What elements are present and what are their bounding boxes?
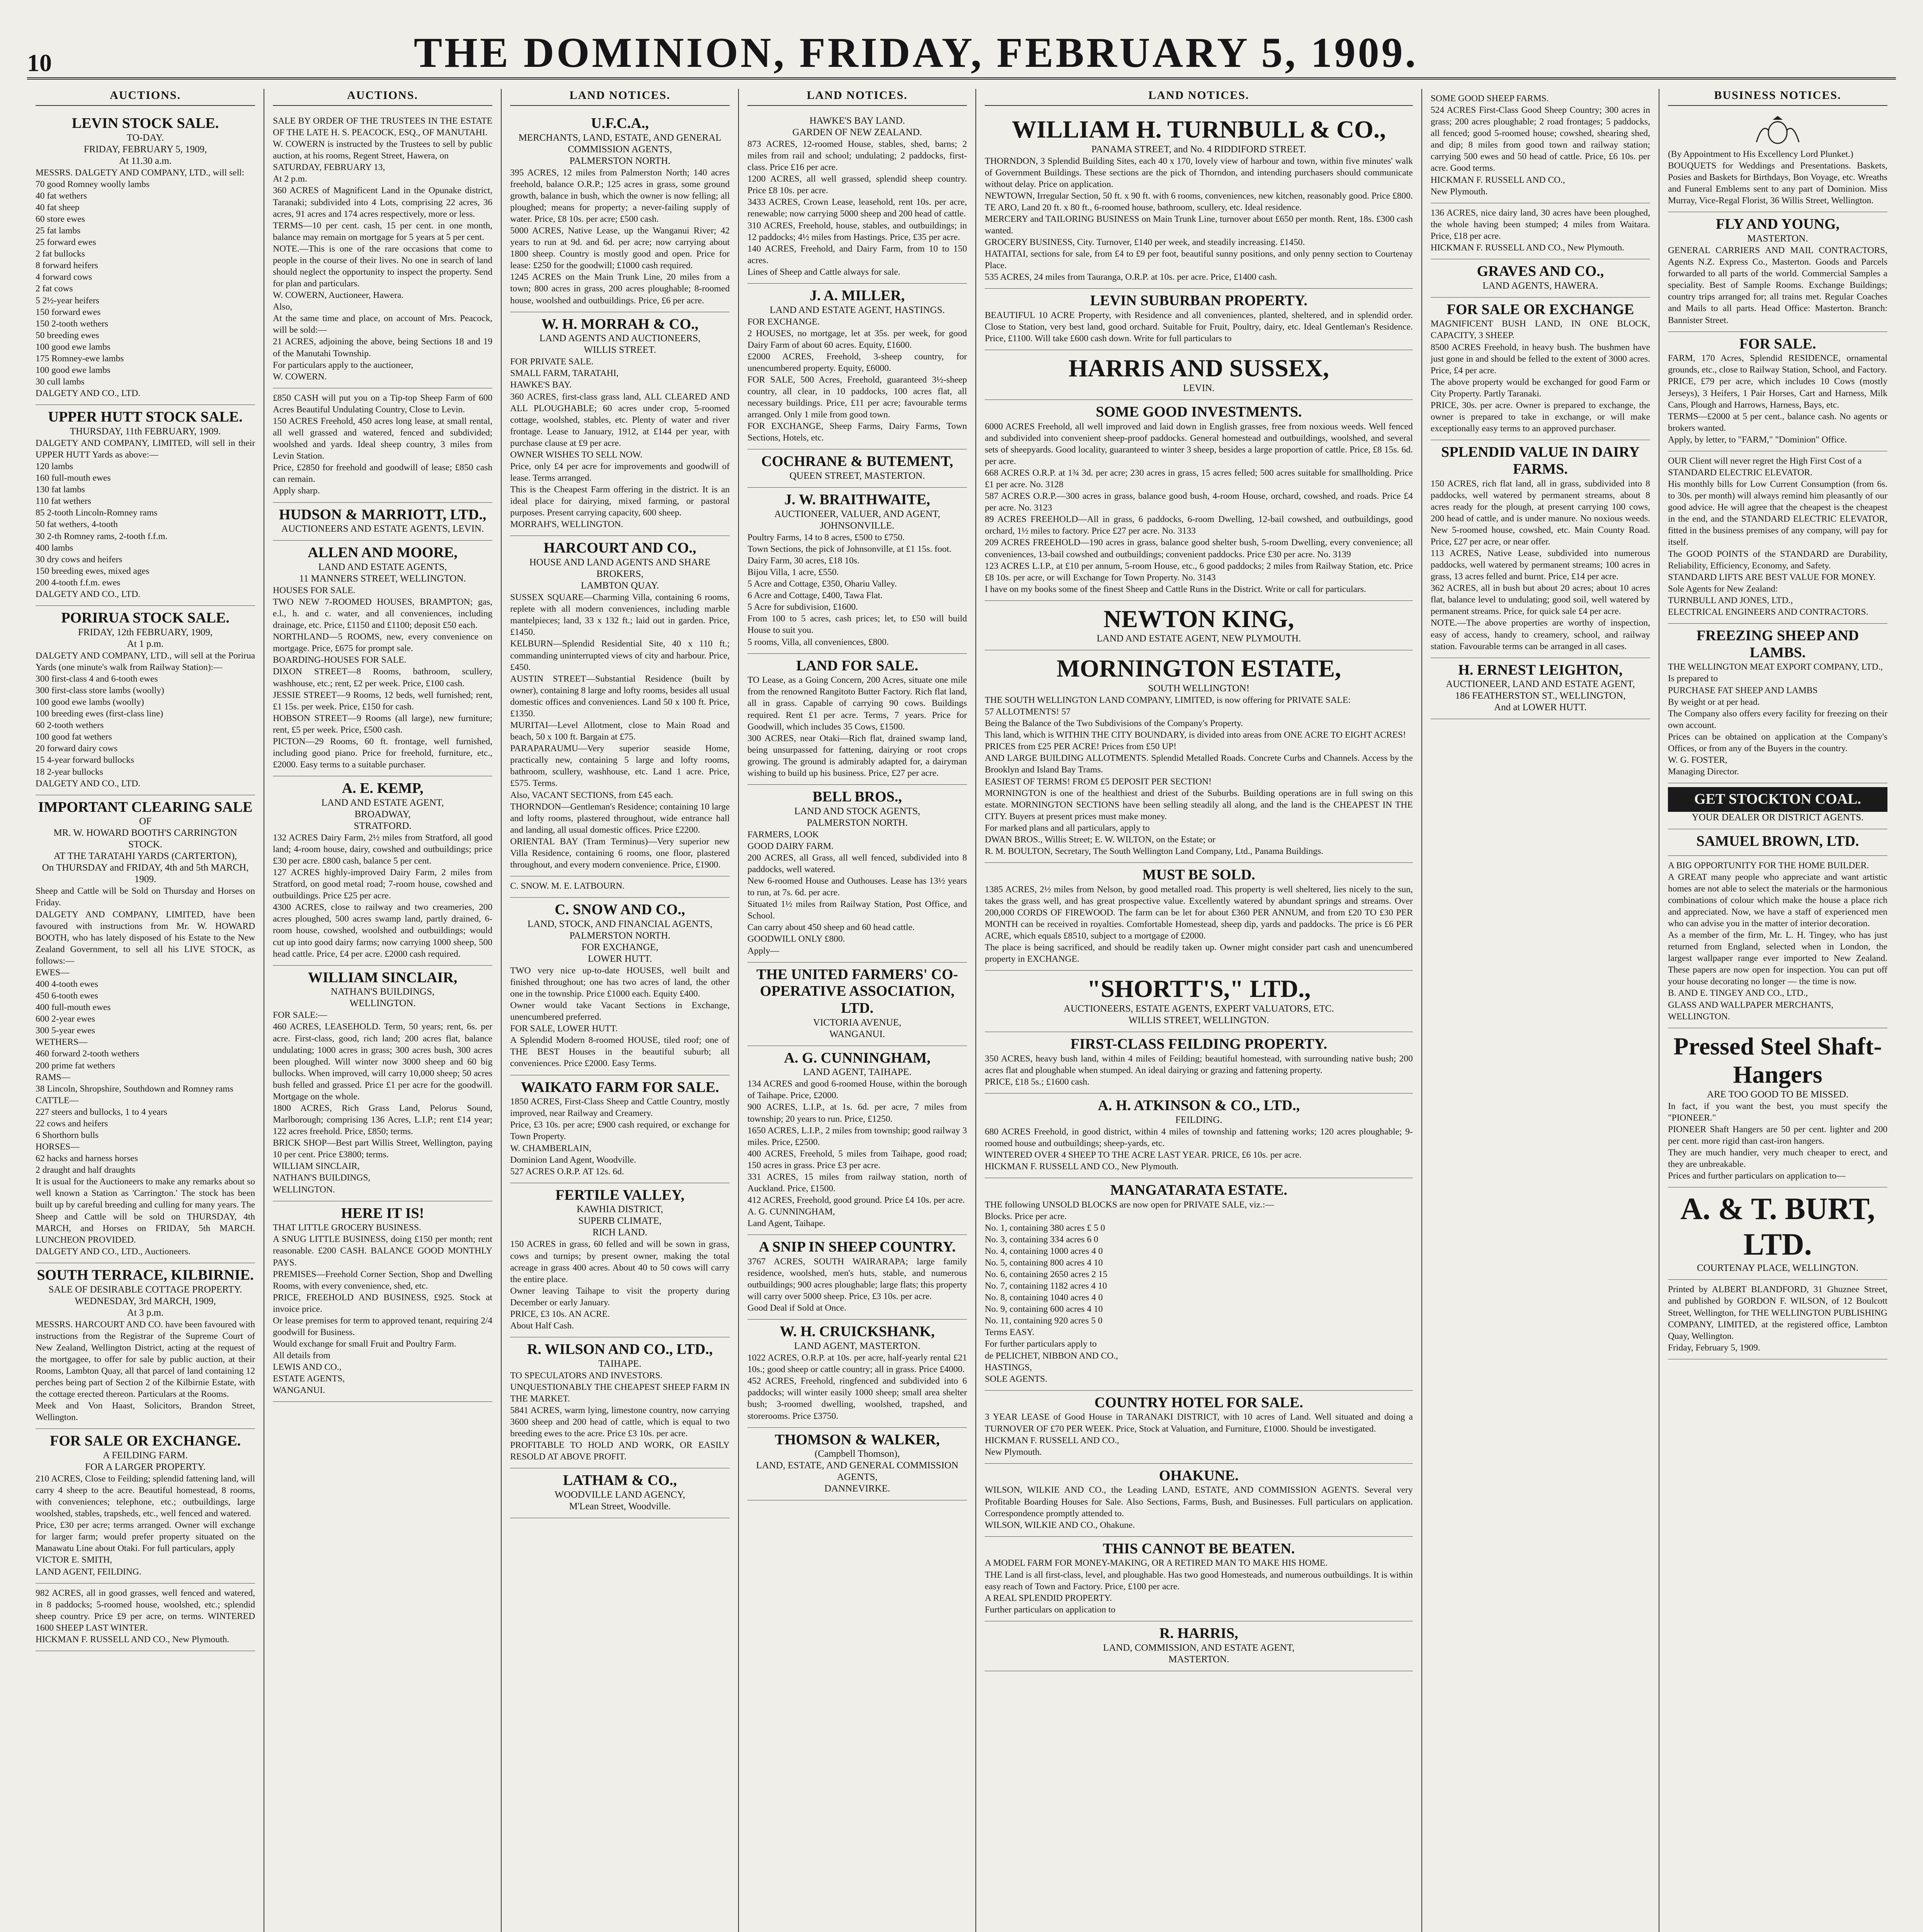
- ad-subheading: AUCTIONEER, LAND AND ESTATE AGENT, 186 FEATHERSTON ST., WELLINGTON, And at LOWER HUTT.: [1446, 679, 1635, 713]
- ad-body: THE following UNSOLD BLOCKS are now open for PRIVATE SALE, viz.:— Blocks. Price per acre. No. 1, containing 380 acres £ 5 0 No. 3, containing 334 acres 6 0 No. 4, containing 1000 acres 4 0 No. 5, containing 800 acres 4 10 No. 6, containing 2650 acres 2 15 No. 7, containing 1182 acres 4 10 No. 8, containing 1040 acres 4 0 No. 9, containing 600 acres 4 10 No. 11, containing 920 acres 5 0 Terms EASY. For further particulars apply to de PELICHET, NIBBON AND CO., HASTINGS, SOLE AGENTS.: [985, 1199, 1275, 1384]
- advertisement: [36, 1263, 255, 1429]
- ad-subheading: YOUR DEALER OR DISTRICT AGENTS.: [1692, 812, 1864, 823]
- advertisement: [985, 1391, 1413, 1464]
- ad-heading: FLY AND YOUNG,: [1716, 216, 1840, 233]
- ad-subheading: LAND AGENTS AND AUCTIONEERS, WILLIS STREET.: [539, 333, 701, 355]
- ad-subheading: A FEILDING FARM. FOR A LARGER PROPERTY.: [85, 1450, 206, 1472]
- ad-subheading: TAIHAPE.: [598, 1358, 642, 1369]
- ad-subheading: LAND AGENT, TAIHAPE.: [803, 1067, 912, 1078]
- ad-heading: J. W. BRAITHWAITE,: [784, 492, 930, 508]
- ad-body: Sheep and Cattle will be Sold on Thursday and Horses on Friday. DALGETY AND COMPANY, LIMITED, have been favoured with instructions from Mr. W. HOWARD BOOTH, who has lately disposed of his Estate to the New Zealand Government, to sell all his LIVE STOCK, as follows:— EWES— 400 4-tooth ewes 450 6-tooth ewes 400 full-mouth ewes 600 2-year ewes 300 5-year ewes WETHERS— 460 forward 2-tooth wethers 200 prime fat wethers RAMS— 38 Lincoln, Shropshire, Southdown and Romney rams CATTLE— 227 steers and bullocks, 1 to 4 years 22 cows and heifers 6 Shorthorn bulls HORSES— 62 hacks and harness horses 2 draught and half draughts It is usual for the Auctioneers to make any remarks about so well known a Station as 'Carrington.' The stock has been built up by careful breeding and culling for many years. The Sheep and Cattle will be sold on THURSDAY, 4th MARCH, and Horses on FRIDAY, 5th MARCH. LUNCHEON PROVIDED. DALGETY AND CO., LTD., Auctioneers.: [36, 886, 255, 1257]
- advertisement: [36, 795, 255, 1263]
- ad-subheading: AUCTIONEERS AND ESTATE AGENTS, LEVIN.: [281, 524, 484, 534]
- ad-subheading: LAND AND ESTATE AGENT, BROADWAY, STRATFORD.: [321, 797, 444, 831]
- ad-body: MESSRS. DALGETY AND COMPANY, LTD., will sell: 70 good Romney woolly lambs 40 fat wethers 40 fat sheep 60 store ewes 25 fat lambs 25 forward ewes 2 fat bullocks 8 forward heifers 4 forward cows 2 fat cows 5 2½-year heifers 150 forward ewes 150 2-tooth wethers 50 breeding ewes 100 good ewe lambs 175 Romney-ewe lambs 100 good ewe lambs 30 cull lambs DALGETY AND CO., LTD.: [36, 167, 245, 399]
- advertisement: [36, 606, 255, 795]
- ad-body: FOR SALE:— 460 ACRES, LEASEHOLD. Term, 50 years; rent, 6s. per acre. First-class, good, rich land; 200 acres flat, balance undulating; 1000 acres in grass; 300 acres bush, 300 acres been ploughed. Will winter now 3000 sheep and 60 big bullocks. When improved, will carry 10,000 sheep; 50 acres bush felled and grassed. Price £1 per acre for the goodwill. Mortgage on the whole. 1800 ACRES, Rich Grass Land, Pelorus Sound, Marlborough; comprising 136 Acres, L.I.P.; rent £14 year; 122 acres freehold. Price, £850; terms. BRICK SHOP—Best part Willis Street, Wellington, paying 10 per cent. Price £3800; terms. WILLIAM SINCLAIR, NATHAN'S BUILDINGS, WELLINGTON.: [273, 1010, 493, 1195]
- advertisement: [985, 1621, 1413, 1671]
- ad-heading: R. WILSON AND CO., LTD.,: [527, 1341, 713, 1358]
- ad-body: 132 ACRES Dairy Farm, 2½ miles from Stratford, all good land; 4-room house, dairy, cowshed and outbuildings; price £30 per acre. £800 cash, balance 5 per cent. 127 ACRES highly-improved Dairy Farm, 2 miles from Stratford, on good metal road; 7-room house, cowshed and outbuildings. Price £25 per acre. 4300 ACRES, close to railway and two creameries, 200 acres ploughed, 500 acres swamp land, partly drained, 6-room house, cowshed, woolshed and outbuildings; would cut up into good dairy farms; now carrying 1000 sheep, 500 head cattle. Price, £4 per acre. £2000 cash required.: [273, 832, 493, 959]
- column-1: [27, 89, 264, 1932]
- advertisement: [510, 111, 730, 312]
- ad-body: 873 ACRES, 12-roomed House, stables, shed, barns; 2 miles from rail and school; undulating; 2 paddocks, first-class. Price £16 per acre. 1200 ACRES, all well grassed, splendid sheep country. Price £8 10s. per acre. 3433 ACRES, Crown Lease, leasehold, rent 10s. per acre, renewable; now carrying 5000 sheep and 200 head of cattle. 310 ACRES, Freehold, house, stables, and outbuildings; in 12 paddocks; 4½ miles from Hastings. Price, £35 per acre. 140 ACRES, Freehold, and Dairy Farm, from 10 to 150 acres. Lines of Sheep and Cattle always for sale.: [747, 139, 967, 277]
- advertisement: [1668, 1187, 1887, 1280]
- advertisement: [985, 1032, 1413, 1094]
- ad-body: OUR Client will never regret the High First Cost of a STANDARD ELECTRIC ELEVATOR. His monthly bills for Low Current Consumption (from 6s. to 30s. per month) will always remind him pleasantly of our good advice. He will agree that the cheapest is the cheapest in the end, and the STANDARD ELECTRIC ELEVATOR, fitted in the business premises of any company, will pay for itself. The GOOD POINTS of the STANDARD are Durability, Reliability, Efficiency, Economy, and Safety. STANDARD LIFTS ARE BEST VALUE FOR MONEY. Sole Agents for New Zealand: TURNBULL AND JONES, LTD., ELECTRICAL ENGINEERS AND CONTRACTORS.: [1668, 456, 1887, 617]
- ad-heading: WILLIAM H. TURNBULL & CO.,: [1012, 116, 1386, 143]
- ad-body: 350 ACRES, heavy bush land, within 4 miles of Feilding; beautiful homestead, with surrounding native bush; 200 acres flat and ploughable when stumped. An ideal dairying or grazing and fattening property. PRICE, £18 5s.; £1600 cash.: [985, 1053, 1413, 1087]
- column-2: [264, 89, 502, 1932]
- ad-body: BEAUTIFUL 10 ACRE Property, with Residence and all conveniences, planted, sheltered, and in splendid order. Close to Station, very best land, good orchard. Suitable for Fruit, Poultry, dairy, etc. Ideal Gentleman's Residence. Price, £1100. Will take £600 cash down. Write for full particulars to: [985, 310, 1413, 344]
- ad-body: (By Appointment to His Excellency Lord Plunket.) BOUQUETS for Weddings and Presentations. Baskets, Posies and Baskets for Birthdays, Bon Voyage, etc. Wreaths and Funeral Emblems sent to any part of Dominion. Miss Murray, Vice-Regal Florist, 36 Willis Street, Wellington.: [1668, 149, 1887, 206]
- advertisement: [36, 1429, 255, 1583]
- ad-subheading: QUEEN STREET, MASTERTON.: [789, 471, 925, 481]
- column-6: [1422, 89, 1659, 1932]
- ad-heading: FREEZING SHEEP AND LAMBS.: [1696, 628, 1859, 661]
- ad-subheading: SALE OF DESIRABLE COTTAGE PROPERTY. WEDNESDAY, 3rd MARCH, 1909, At 3 p.m.: [48, 1284, 242, 1318]
- ad-body: A BIG OPPORTUNITY FOR THE HOME BUILDER. A GREAT many people who appreciate and want artistic homes are not able to select the materials or the harmonious combinations of colour which make the house a place rich and appreciated. Now, we have a staff of experienced men who can advise you in the matter of interior decoration. As a member of the firm, Mr. L. H. Tingey, who has just returned from England, selected when in London, the largest wallpaper range ever imported to New Zealand. These papers are now open for inspection. You can put off your house decorating no longer — the time is now. B. AND E. TINGEY AND CO., LTD., GLASS AND WALLPAPER MERCHANTS, WELLINGTON.: [1668, 860, 1887, 1022]
- ad-subheading: OF MR. W. HOWARD BOOTH'S CARRINGTON STOCK. AT THE TARATAHI YARDS (CARTERTON), On THURSDAY and FRIDAY, 4th and 5th MARCH, 1909.: [42, 816, 249, 885]
- column-7: [1659, 89, 1896, 1932]
- advertisement: [273, 966, 492, 1201]
- ad-body: THE WELLINGTON MEAT EXPORT COMPANY, LTD., Is prepared to PURCHASE FAT SHEEP AND LAMBS By weight or at per head. The Company also offers every facility for freezing on their own account. Prices can be obtained on application at the Company's Offices, or from any of the Buyers in the country. W. G. FOSTER, Managing Director.: [1668, 662, 1887, 777]
- ad-body: Poultry Farms, 14 to 8 acres, £500 to £750. Town Sections, the pick of Johnsonville, at £1 15s. foot. Dairy Farm, 30 acres, £18 10s. Bijou Villa, 1 acre, £550. 5 Acre and Cottage, £350, Ohariu Valley. 6 Acre and Cottage, £400, Tawa Flat. 5 Acre for subdivision, £1600. From 100 to 5 acres, cash prices; let, to £50 will build House to suit you. 5 rooms, Villa, all conveniences, £800.: [747, 532, 967, 647]
- ad-heading: PORIRUA STOCK SALE.: [61, 610, 230, 626]
- advertisement: [510, 1183, 730, 1337]
- ad-body: DALGETY AND COMPANY, LIMITED, will sell in their UPPER HUTT Yards as above:— 120 lambs 160 full-mouth ewes 130 fat lambs 110 fat wethers 85 2-tooth Lincoln-Romney rams 50 fat wethers, 4-tooth 30 2-th Romney rams, 2-tooth f.f.m. 400 lambs 30 dry cows and heifers 150 breeding ewes, mixed ages 200 4-tooth f.f.m. ewes DALGETY AND CO., LTD.: [36, 438, 255, 599]
- advertisement: [1431, 440, 1650, 658]
- ad-heading: HARRIS AND SUSSEX,: [1069, 354, 1329, 382]
- ad-heading: GET STOCKTON COAL.: [1668, 787, 1887, 812]
- advertisement: [1431, 259, 1650, 298]
- ad-subheading: NATHAN'S BUILDINGS, WELLINGTON.: [330, 986, 435, 1009]
- ad-heading: FOR SALE.: [1739, 335, 1816, 352]
- ad-heading: H. ERNEST LEIGHTON,: [1458, 662, 1623, 678]
- ad-heading: THOMSON & WALKER,: [774, 1431, 940, 1448]
- ad-body: 3 YEAR LEASE of Good House in TARANAKI DISTRICT, with 10 acres of Land. Well situated and doing a TURNOVER OF £70 PER WEEK. Price, Stock at Valuation, and Furniture, £1000. Should be investigated. HICKMAN F. RUSSELL AND CO., New Plymouth.: [985, 1412, 1413, 1457]
- advertisement: [273, 388, 492, 503]
- ad-heading: A SNIP IN SHEEP COUNTRY.: [759, 1239, 956, 1255]
- ad-body: 982 ACRES, all in good grasses, well fenced and watered, in 8 paddocks; 5-roomed house, woolshed, etc.; splendid sheep country. Price £9 per acre, on terms. WINTERED 1600 SHEEP LAST WINTER. HICKMAN F. RUSSELL AND CO., New Plymouth.: [36, 1588, 255, 1645]
- advertisement: [510, 1468, 730, 1518]
- ad-body: MAGNIFICENT BUSH LAND, IN ONE BLOCK, CAPACITY, 3 SHEEP. 8500 ACRES Freehold, in heavy bush. The bushmen have just gone in and should be felled to the extent of 3000 acres. Price, £4 per acre. The above property would be exchanged for good Farm or City Property. Partly Taranaki. PRICE, 30s. per acre. Owner is prepared to exchange, the owner is prepared to take in exchange, or will make exceptionally easy terms to an approved purchaser.: [1430, 319, 1650, 434]
- advertisement: [273, 776, 492, 966]
- ad-heading: SAMUEL BROWN, LTD.: [1696, 833, 1859, 849]
- advertisement: [1668, 1028, 1887, 1188]
- ad-heading: LATHAM & CO.,: [563, 1472, 677, 1489]
- advertisement: [510, 536, 730, 876]
- advertisement: [985, 400, 1413, 601]
- advertisement: [1431, 89, 1650, 203]
- ad-heading: IMPORTANT CLEARING SALE: [38, 799, 253, 815]
- advertisement: [985, 1464, 1413, 1537]
- ad-body: WILSON, WILKIE AND CO., the Leading LAND, ESTATE, AND COMMISSION AGENTS. Several very Profitable Boarding Houses for Sale. Also Sections, Farms, Bush, and Businesses. Full particulars on application. Correspondence promptly attended to. WILSON, WILKIE AND CO., Ohakune.: [985, 1485, 1413, 1530]
- ad-heading: NEWTON KING,: [1103, 605, 1294, 633]
- ad-subheading: TO-DAY. FRIDAY, FEBRUARY 5, 1909, At 11.30 a.m.: [83, 132, 207, 166]
- advertisement: [747, 654, 967, 785]
- ad-subheading: VICTORIA AVENUE, WANGANUI.: [813, 1017, 902, 1039]
- ad-body: DALGETY AND COMPANY, LTD., will sell at the Porirua Yards (one minute's walk from Railway Station):— 300 first-class 4 and 6-tooth ewes 300 first-class store lambs (woolly) 100 good ewe lambs (woolly) 100 breeding ewes (first-class line) 60 2-tooth wethers 100 good fat wethers 20 forward dairy cows 15 4-year forward bullocks 18 2-year bullocks DALGETY AND CO., LTD.: [36, 650, 255, 789]
- ad-subheading: ARE TOO GOOD TO BE MISSED.: [1707, 1089, 1849, 1100]
- ad-subheading: SOUTH WELLINGTON!: [1148, 683, 1250, 694]
- advertisement: [1431, 658, 1650, 719]
- ad-body: FOR EXCHANGE. 2 HOUSES, no mortgage, let at 35s. per week, for good Dairy Farm of about 60 acres. Equity, £1600. £2000 ACRES, Freehold, 3-sheep country, for unencumbered property. Equity, £6000. FOR SALE, 500 Acres, Freehold, guaranteed 3½-sheep country, all clear, in 10 paddocks, 100 acres flat, all necessary buildings. Price, £11 per acre; favourable terms arranged. Only 1 mile from good town. FOR EXCHANGE, Sheep Farms, Dairy Farms, Town Sections, Hotels, etc.: [747, 316, 967, 443]
- ad-body: TO Lease, as a Going Concern, 200 Acres, situate one mile from the renowned Rangitoto Butter Factory. Rich flat land, all in grass. Capable of carrying 90 cows. Buildings required. Rent £1 per acre. Terms, 7 years. Price for Goodwill, which includes 35 Cows, £1500. 300 ACRES, near Otaki—Rich flat, drained swamp land, being unsurpassed for fattening, dairying or root crops growing. The ground is admirably adapted for, a dairyman wishing to build up his business. Price, £27 per acre.: [747, 675, 967, 778]
- ad-heading: FIRST-CLASS FEILDING PROPERTY.: [1070, 1036, 1327, 1052]
- ad-subheading: AUCTIONEER, VALUER, AND AGENT, JOHNSONVILLE.: [774, 509, 940, 531]
- advertisement: [1668, 451, 1887, 624]
- ad-subheading: MERCHANTS, LAND, ESTATE, AND GENERAL COMMISSION AGENTS, PALMERSTON NORTH.: [518, 132, 722, 166]
- advertisement: [747, 1428, 967, 1501]
- ad-body: £850 CASH will put you on a Tip-top Sheep Farm of 600 Acres Beautiful Undulating Country, Close to Levin. 150 ACRES Freehold, 450 acres long lease, at small rental, all well grassed and watered, fenced and subdivided; woolshed and yards. Ideal sheep country, 3 miles from Levin Station. Price, £2850 for freehold and goodwill of lease; £850 cash can remain. Apply sharp.: [273, 393, 493, 496]
- ad-heading: COCHRANE & BUTEMENT,: [761, 453, 953, 470]
- ad-body: 395 ACRES, 12 miles from Palmerston North; 140 acres freehold, balance O.R.P.; 125 acres in grass, some ground growth, balance in bush, which the owner is now felling; all ploughed; means for property; a never-failing supply of water. Price, £8 10s. per acre; £500 cash. 5000 ACRES, Native Lease, up the Wanganui River; 42 years to run at 9d. and 6d. per acre; now carrying about 1800 sheep. Country is mostly good and open. Price for lease: £250 for the goodwill; £1000 cash required. 1245 ACRES on the Main Trunk Line, 20 miles from a town; 800 acres in grass, 200 acres ploughable; 8-roomed house, woolshed and outbuildings. Price, £6 per acre.: [510, 167, 730, 306]
- ad-body: FARM, 170 Acres, Splendid RESIDENCE, ornamental grounds, etc., close to Railway Station, School, and Factory. PRICE, £79 per acre, which includes 10 Cows (mostly Jerseys), 3 Heifers, 1 Pair Horses, Cart and Harness, Milk Cans, Plough and Harrows, Harness, Bays, etc. TERMS—£2000 at 5 per cent., balance cash. No agents or brokers wanted. Apply, by letter, to "FARM," "Dominion" Office.: [1668, 353, 1887, 445]
- advertisement: [985, 111, 1413, 289]
- advertisement: [273, 503, 492, 541]
- ad-subheading: LAND, COMMISSION, AND ESTATE AGENT, MASTERTON.: [1103, 1642, 1295, 1665]
- advertisement: [1668, 829, 1887, 856]
- ad-heading: Pressed Steel Shaft-Hangers: [1673, 1032, 1882, 1088]
- advertisement: [273, 111, 492, 388]
- ad-heading: HERE IT IS!: [341, 1205, 424, 1221]
- ad-subheading: LAND AND ESTATE AGENTS, 11 MANNERS STREET, WELLINGTON.: [299, 561, 466, 584]
- ad-subheading: (Campbell Thomson), LAND, ESTATE, AND GENERAL COMMISSION AGENTS, DANNEVIRKE.: [756, 1449, 958, 1494]
- advertisement: [747, 785, 967, 963]
- ad-heading: OHAKUNE.: [1159, 1467, 1239, 1484]
- ad-subheading: PANAMA STREET, and No. 4 RIDDIFORD STREET.: [1091, 144, 1306, 155]
- advertisement: [1668, 624, 1887, 783]
- page-title: THE DOMINION, FRIDAY, FEBRUARY 5, 1909.: [414, 29, 1418, 76]
- ad-heading: LEVIN STOCK SALE.: [71, 115, 219, 131]
- ad-heading: W. H. CRUICKSHANK,: [779, 1323, 935, 1340]
- advertisement: [510, 312, 730, 536]
- advertisement: [1668, 1280, 1887, 1359]
- advertisement: [510, 898, 730, 1075]
- column-heading: LAND NOTICES.: [510, 89, 730, 106]
- ad-heading: W. H. MORRAH & CO.,: [541, 316, 699, 332]
- ad-body: 6000 ACRES Freehold, all well improved and laid down in English grasses, free from noxious weeds. Well fenced and subdivided into convenient sheep-proof paddocks. General homestead and outbuildings, woolshed, and several sets of sheepyards. Good locality, guaranteed to winter 3 sheep, besides a large proportion of cattle. Price, £8 15s. 6d. per acre. 668 ACRES O.R.P. at 1¾ 3d. per acre; 230 acres in grass, 15 acres felled; 500 acres suitable for smallholding. Price £1 per acre. No. 3128 587 ACRES O.R.P.—300 acres in grass, balance good bush, 4-room House, orchard, cowshed, and roads. Price £4 per acre. No. 3123 89 ACRES FREEHOLD—All in grass, 6 paddocks, 6-room Dwelling, 12-bail cowshed, and outbuildings, good orchard, 1½ miles to factory. Price £27 per acre. No. 3133 209 ACRES FREEHOLD—190 acres in grass, balance good shelter bush, 5-room Dwelling, every convenience; all conveniences, 13-bail cowshed and outbuildings; convenient paddocks. Price £30 per acre. No. 3139 123 ACRES L.I.P., at £10 per annum, 5-room House, etc., 6 good paddocks; 2 miles from Railway Station, etc. Price £8 10s. per acre, or will Exchange for Town Property. No. 3143 I have on my books some of the finest Sheep and Cattle Runs in the District. Write or call for particulars.: [985, 421, 1413, 594]
- advertisement: [747, 488, 967, 653]
- ad-body: TWO very nice up-to-date HOUSES, well built and finished throughout; one has two acres of land, the other one in the township. Price £1000 each. Equity £400. Owner would take Vacant Sections in Exchange, unencumbered preferred. FOR SALE, LOWER HUTT. A Splendid Modern 8-roomed HOUSE, tiled roof; one of THE BEST Houses in the beautiful suburb; all conveniences. Price £2000. Easy Terms.: [510, 965, 730, 1069]
- ad-heading: MUST BE SOLD.: [1142, 867, 1255, 883]
- ad-heading: C. SNOW AND CO.,: [555, 901, 685, 918]
- column-heading: AUCTIONS.: [273, 89, 492, 106]
- ad-subheading: HOUSE AND LAND AGENTS AND SHARE BROKERS, LAMBTON QUAY.: [529, 557, 711, 591]
- advertisement: [985, 289, 1413, 350]
- advertisement: [36, 111, 255, 405]
- advertisement: [1668, 111, 1887, 212]
- ad-subheading: FRIDAY, 12th FEBRUARY, 1909, At 1 p.m.: [78, 627, 213, 649]
- ad-heading: J. A. MILLER,: [810, 287, 905, 304]
- advertisement: [747, 284, 967, 450]
- ad-body: FARMERS, LOOK GOOD DAIRY FARM. 200 ACRES, all Grass, all well fenced, subdivided into 8 paddocks, well watered. New 6-roomed House and Outhouses. Lease has 13½ years to run, at 7s. 6d. per acre. Situated 1½ miles from Railway Station, Post Office, and School. Can carry about 450 sheep and 60 head cattle. GOODWILL ONLY £800. Apply—: [747, 829, 967, 956]
- ad-subheading: LAND AND ESTATE AGENT, HASTINGS.: [769, 304, 945, 315]
- ad-heading: A. & T. BURT, LTD.: [1680, 1192, 1875, 1262]
- ad-heading: SOME GOOD INVESTMENTS.: [1096, 403, 1302, 420]
- ad-subheading: LAND AGENTS, HAWERA.: [1482, 280, 1598, 291]
- ad-heading: UPPER HUTT STOCK SALE.: [48, 409, 243, 425]
- advertisement: [747, 963, 967, 1046]
- advertisement: [747, 111, 967, 284]
- ad-subheading: WOODVILLE LAND AGENCY, M'Lean Street, Woodville.: [555, 1490, 685, 1512]
- ad-body: SOME GOOD SHEEP FARMS. 524 ACRES First-Class Good Sheep Country; 300 acres in grass; 200 acres ploughable; 2 road frontages; 5 paddocks, all fenced; good 5-roomed house; cowshed, shearing shed, and dip; 8 miles from good town and railway station; carrying 500 ewes and 50 head of cattle. Price, £6 10s. per acre. Good terms. HICKMAN F. RUSSELL AND CO., New Plymouth.: [1430, 94, 1650, 197]
- ad-heading: LEVIN SUBURBAN PROPERTY.: [1090, 293, 1308, 309]
- column-heading: AUCTIONS.: [36, 89, 255, 106]
- column-heading: LAND NOTICES.: [747, 89, 967, 106]
- advertisement: [36, 405, 255, 606]
- advertisement: [985, 863, 1413, 971]
- column-4: [739, 89, 976, 1932]
- ad-body: HOUSES FOR SALE. TWO NEW 7-ROOMED HOUSES, BRAMPTON; gas, e.l., h. and c. water, and all conveniences, including drainage, etc. Price, £1150 and £1100; deposit £50 each. NORTHLAND—5 ROOMS, new, every convenience on mortgage. Price, £675 for prompt sale. BOARDING-HOUSES FOR SALE. DIXON STREET—8 Rooms, bathroom, scullery, washhouse, etc.; rent, £2 per week. Price, £100 cash. JESSIE STREET—9 Rooms, 12 beds, well furnished; rent, £1 15s. per week. Price, £150 for cash. HOBSON STREET—9 Rooms (all large), new furniture; rent, £5 per week. Price, £500 cash. PICTON—29 Rooms, 60 ft. frontage, well furnished, including good piano. Price for freehold, furniture, etc., £2000. Easy terms to a suitable purchaser.: [273, 585, 493, 770]
- advertisement: [1668, 856, 1887, 1028]
- ad-subheading: LAND AND ESTATE AGENT, NEW PLYMOUTH.: [1096, 633, 1301, 644]
- advertisement: [510, 876, 730, 898]
- ad-subheading: COURTENAY PLACE, WELLINGTON.: [1697, 1263, 1858, 1274]
- ad-heading: "SHORTT'S," LTD.,: [1087, 975, 1311, 1003]
- ad-heading: A. E. KEMP,: [342, 780, 424, 797]
- advertisement: [985, 971, 1413, 1032]
- advertisement: [510, 1337, 730, 1468]
- ad-body: 1385 ACRES, 2½ miles from Nelson, by good metalled road. This property is well sheltered, lies nicely to the sun, takes the grass well, and has great prospective value. Excellently watered by abundant springs and streams. Over 200,000 CORDS OF FIREWOOD. The farm can be let for about £360 PER ANNUM, and from £20 TO £30 PER MONTH can be received in royalties. Comfortable Homestead, sheep dip, yards and paddocks. The price is £6 PER ACRE, which equals £8510, subject to a mortgage of £2000. The place is being sacrificed, and should be readily taken up. Owner might consider part cash and unencumbered property in EXCHANGE.: [985, 884, 1413, 964]
- advertisement: [985, 601, 1413, 651]
- ad-heading: U.F.C.A.,: [591, 115, 649, 131]
- advertisement: [36, 1583, 255, 1651]
- ad-body: THAT LITTLE GROCERY BUSINESS. A SNUG LITTLE BUSINESS, doing £150 per month; rent reasonable. £200 CASH. BALANCE GOOD MONTHLY PAYS. PREMISES—Freehold Corner Section, Shop and Dwelling Rooms, with every convenience, shed, etc. PRICE, FREEHOLD AND BUSINESS, £925. Stock at invoice price. Or lease premises for term to approved tenant, requiring 2/4 goodwill for Business. Would exchange for small Fruit and Poultry Farm. All details from LEWIS AND CO., ESTATE AGENTS, WANGANUI.: [273, 1223, 493, 1396]
- advertisement: [1431, 298, 1650, 440]
- ad-body: TO SPECULATORS AND INVESTORS. UNQUESTIONABLY THE CHEAPEST SHEEP FARM IN THE MARKET. 5841 ACRES, warm lying, limestone country, now carrying 3600 sheep and 200 head of cattle, which is equal to two breeding ewes to the acre. Price £3 10s. per acre. PROFITABLE TO HOLD AND WORK, OR EASILY RESOLD AT ABOVE PROFIT.: [510, 1370, 730, 1462]
- masthead: [27, 27, 1896, 80]
- ad-heading: MANGATARATA ESTATE.: [1110, 1182, 1288, 1198]
- ad-heading: A. H. ATKINSON & CO., LTD.,: [1098, 1097, 1300, 1114]
- ad-heading: FOR SALE OR EXCHANGE: [1447, 301, 1634, 318]
- ad-body: 210 ACRES, Close to Feilding; splendid fattening land, will carry 4 sheep to the acre. Beautiful homestead, 8 rooms, with conveniences; telephone, etc.; outbuildings, large woolshed, stables, trapsheds, etc., well fenced and watered. Price, £30 per acre; terms arranged. Owner will exchange for larger farm; would prefer property situated on the Manawatu Line about Otaki. For full particulars, apply VICTOR E. SMITH, LAND AGENT, FEILDING.: [36, 1473, 255, 1577]
- ad-body: SUSSEX SQUARE—Charming Villa, containing 6 rooms, replete with all modern conveniences, including marble mantelpieces; land, 33 x 132 ft.; laid out in garden. Price, £1450. KELBURN—Splendid Residential Site, 40 x 110 ft.; commanding uninterrupted views of city and harbour. Price, £450. AUSTIN STREET—Substantial Residence (built by owner), containing 8 large and lofty rooms, besides all usual domestic offices and conveniences. Land 50 x 100 ft. Price, £1350. MURITAI—Level Allotment, close to Main Road and beach, 50 x 100 ft. Bargain at £75. PARAPARAUMU—Very superior seaside Home, practically new, containing 5 large and lofty rooms, bathroom, scullery, washhouse, etc. Land 1 acre. Price, £575. Terms. Also, VACANT SECTIONS, from £45 each. THORNDON—Gentleman's Residence; containing 10 large and lofty rooms, plastered throughout, wide entrance hall and landing, all usual domestic offices. Price £2200. ORIENTAL BAY (Tram Terminus)—Very superior new Villa Residence, containing 6 rooms, one floor, plastered throughout, and every modern convenience. Price, £1900.: [510, 592, 730, 870]
- ad-heading: THIS CANNOT BE BEATEN.: [1103, 1540, 1295, 1557]
- column-heading: BUSINESS NOTICES.: [1668, 89, 1887, 106]
- ad-body: GENERAL CARRIERS AND MAIL CONTRACTORS, Agents N.Z. Express Co., Masterton. Goods and Parcels forwarded to all parts of the world. Commercial Samples a speciality. Best of Sample Rooms. Exchange Buildings; country trips arranged for; all trains met. Regular Coaches and Mails to all parts. Head Office: Masterton. Branch: Bannister Street.: [1668, 245, 1887, 325]
- ad-body: A MODEL FARM FOR MONEY-MAKING, OR A RETIRED MAN TO MAKE HIS HOME. THE Land is all first-class, level, and ploughable. Has two good Homesteads, and numerous outbuildings. It is within easy reach of Town and Factory. Price, £100 per acre. A REAL SPLENDID PROPERTY. Further particulars on application to: [985, 1558, 1413, 1615]
- ad-heading: WILLIAM SINCLAIR,: [308, 969, 458, 986]
- ad-heading: MORNINGTON ESTATE,: [1056, 655, 1341, 682]
- ad-heading: A. G. CUNNINGHAM,: [784, 1049, 931, 1066]
- ad-body: 1022 ACRES, O.R.P. at 10s. per acre, half-yearly rental £21 10s.; good sheep or cattle country; all in grass. Price £4000. 452 ACRES, Freehold, ringfenced and subdivided into 6 paddocks; will winter easily 1000 sheep; small area shelter bush; 3-roomed dwelling, woolshed, trapshed, and storerooms. Price £3750.: [747, 1353, 967, 1421]
- ad-body: 1850 ACRES, First-Class Sheep and Cattle Country, mostly improved, near Railway and Creamery. Price, £3 10s. per acre; £900 cash required, or exchange for Town Property. W. CHAMBERLAIN, Dominion Land Agent, Woodville. 527 ACRES O.R.P. AT 12s. 6d.: [510, 1097, 730, 1177]
- ad-body: THE SOUTH WELLINGTON LAND COMPANY, LIMITED, is now offering for PRIVATE SALE: 57 ALLOTMENTS! 57 Being the Balance of the Two Subdivisions of the Company's Property. This land, which is WITHIN THE CITY BOUNDARY, is divided into areas from ONE ACRE TO EIGHT ACRES! PRICES from £25 PER ACRE! Prices from £50 UP! AND LARGE BUILDING ALLOTMENTS. Splendid Metalled Roads. Concrete Curbs and Channels. Access by the Brooklyn and Island Bay Trams. EASIEST OF TERMS! FROM £5 DEPOSIT PER SECTION! MORNINGTON is one of the healthiest and driest of the Suburbs. Building operations are in full swing on this estate. MORNINGTON SECTIONS have been selling steadily all along, and the land is the CHEAPEST IN THE CITY. Buyers at present prices must make money. For marked plans and all particulars, apply to DWAN BROS., Willis Street; E. W. WILTON, on the Estate; or R. M. BOULTON, Secretary, The South Wellington Land Company, Ltd., Panama Buildings.: [985, 695, 1413, 857]
- ad-body: C. SNOW. M. E. LATBOURN.: [510, 881, 625, 891]
- ad-subheading: MASTERTON.: [1747, 233, 1808, 244]
- ad-subheading: KAWHIA DISTRICT, SUPERB CLIMATE, RICH LAND.: [577, 1204, 664, 1238]
- column-3: [502, 89, 739, 1932]
- ad-heading: HARCOURT AND CO.,: [543, 540, 696, 556]
- page-number: 10: [27, 49, 52, 77]
- ad-body: 136 ACRES, nice dairy land, 30 acres have been ploughed, the whole having been stumped; 4 miles from Waitara. Price, £18 per acre. HICKMAN F. RUSSELL AND CO., New Plymouth.: [1430, 207, 1650, 253]
- advertisement: [985, 350, 1413, 400]
- ad-subheading: LAND AND STOCK AGENTS, PALMERSTON NORTH.: [794, 806, 921, 828]
- ad-subheading: LEVIN.: [1183, 383, 1215, 393]
- ad-subheading: FEILDING.: [1175, 1114, 1222, 1125]
- ad-body: In fact, if you want the best, you must specify the "PIONEER." PIONEER Shaft Hangers are 50 per cent. lighter and 200 per cent. more rigid than cast-iron hangers. They are much handier, very much cheaper to erect, and they are unbreakable. Prices and further particulars on application to—: [1668, 1101, 1887, 1181]
- ad-heading: R. HARRIS,: [1159, 1625, 1238, 1641]
- ad-subheading: THURSDAY, 11th FEBRUARY, 1909.: [70, 426, 221, 437]
- ad-body: 150 ACRES, rich flat land, all in grass, subdivided into 8 paddocks, well watered by permanent streams, about 8 acres ready for the plough, at present carrying 100 cows, 200 head of cattle, and is under manure. No noxious weeds. New 5-roomed house, cowshed, etc. Main County Road. Price, £27 per acre, or near offer. 113 ACRES, Native Lease, subdivided into numerous paddocks, well watered by permanent streams; 100 acres in grass, 13 acres felled and burnt. Price, £14 per acre. 362 ACRES, all in bush but about 20 acres; about 10 acres flat, balance level to undulating; good soil, well watered by permanent streams. Price, for quick sale £4 per acre. NOTE.—The above properties are worthy of inspection, easy of access, handy to creamery, school, and railway station. Favourable terms can be arranged in all cases.: [1430, 478, 1650, 651]
- ad-heading: WAIKATO FARM FOR SALE.: [521, 1079, 719, 1095]
- columns: [27, 89, 1896, 1932]
- advertisement: [985, 650, 1413, 863]
- ad-body: 150 ACRES in grass, 60 felled and will be sown in grass, cows and turnips; by present owner, making the total acreage in grass 400 acres. About 40 to 50 cows will carry the entire place. Owner leaving Taihape to visit the property during December or early January. PRICE, £3 10s. AN ACRE. About Half Cash.: [510, 1239, 730, 1331]
- ad-heading: GRAVES AND CO.,: [1477, 263, 1604, 280]
- advertisement: [273, 541, 492, 776]
- ad-body: Printed by ALBERT BLANDFORD, 31 Ghuznee Street, and published by GORDON F. WILSON, of 12 Boulcott Street, Wellington, for THE WELLINGTON PUBLISHING COMPANY, LIMITED, at the registered office, Lambton Quay, Wellington. Friday, February 5, 1909.: [1668, 1284, 1887, 1353]
- ad-heading: COUNTRY HOTEL FOR SALE.: [1094, 1394, 1303, 1411]
- ad-heading: SOUTH TERRACE, KILBIRNIE.: [37, 1267, 254, 1283]
- ad-heading: FOR SALE OR EXCHANGE.: [49, 1433, 241, 1449]
- advertisement: [1668, 332, 1887, 451]
- ad-heading: FERTILE VALLEY,: [555, 1187, 684, 1203]
- ad-subheading: LAND AGENT, MASTERTON.: [794, 1341, 921, 1352]
- ad-heading: ALLEN AND MOORE,: [308, 544, 458, 561]
- ad-body: 680 ACRES Freehold, in good district, within 4 miles of township and fattening works; 120 acres ploughable; 9-roomed house and outbuildings; sheep-yards, etc. WINTERED OVER 4 SHEEP TO THE ACRE LAST YEAR. PRICE, £6 10s. per acre. HICKMAN F. RUSSELL AND CO., New Plymouth.: [985, 1126, 1413, 1172]
- ad-subheading: LAND, STOCK, AND FINANCIAL AGENTS, PALMERSTON NORTH. FOR EXCHANGE, LOWER HUTT.: [527, 918, 713, 964]
- advertisement: [747, 1320, 967, 1427]
- advertisement: [747, 449, 967, 488]
- advertisement: [985, 1178, 1413, 1391]
- ad-heading: SPLENDID VALUE IN DAIRY FARMS.: [1441, 444, 1640, 477]
- ad-body: 3767 ACRES, SOUTH WAIRARAPA; large family residence, woolshed, men's huts, stable, and numerous outbuildings; 900 acres ploughable; large flats; this property will carry over 5000 sheep. Price, £3 10s. per acre. Good Deal if Sold at Once.: [747, 1257, 967, 1313]
- column-heading: LAND NOTICES.: [985, 89, 1413, 106]
- advertisement: [1668, 783, 1887, 829]
- advertisement: [985, 1094, 1413, 1178]
- advertisement: [747, 1235, 967, 1320]
- advertisement: [985, 1537, 1413, 1621]
- ad-heading: THE UNITED FARMERS' CO-OPERATIVE ASSOCIATION, LTD.: [756, 966, 958, 1016]
- ad-heading: BELL BROS.,: [812, 789, 902, 805]
- ad-body: THORNDON, 3 Splendid Building Sites, each 40 x 170, lovely view of harbour and town, within five minutes' walk of Government Buildings. These sections are the pick of Thorndon, and intending purchasers should communicate without delay. Price on application. NEWTOWN, Irregular Section, 50 ft. x 90 ft. with 6 rooms, conveniences, new kitchen, reasonably good. Price £800. TE ARO, Land 20 ft. x 80 ft., 6-roomed house, bathroom, scullery, etc. Ideal residence. MERCERY and TAILORING BUSINESS on Main Trunk Line, turnover about £650 per month. Rent, 18s. £300 cash wanted. GROCERY BUSINESS, City. Turnover, £140 per week, and steadily increasing. £1450. HATAITAI, sections for sale, from £4 to £9 per foot, beautiful sunny positions, and only penny section to Courtenay Place. 535 ACRES, 24 miles from Tauranga, O.R.P. at 10s. per acre. Price, £1400 cash.: [985, 156, 1413, 282]
- column-5: [976, 89, 1422, 1932]
- advertisement: [510, 1075, 730, 1183]
- ad-body: 134 ACRES and good 6-roomed House, within the borough of Taihape. Price, £2000. 900 ACRES, L.I.P., at 1s. 6d. per acre, 7 miles from township; 20 years to run. Price, £1250. 1650 ACRES, L.I.P., 2 miles from township; good railway 3 miles. Price, £2500. 400 ACRES, Freehold, 5 miles from Taihape, good road; 150 acres in grass. Price £3 per acre. 331 ACRES, 15 miles from railway station, north of Auckland. Price, £1500. 412 ACRES, Freehold, good ground. Price £4 10s. per acre. A. G. CUNNINGHAM, Land Agent, Taihape.: [747, 1079, 967, 1229]
- advertisement: [747, 1046, 967, 1235]
- ad-heading: HUDSON & MARRIOTT, LTD.,: [279, 506, 487, 523]
- royal-crest-icon: [1749, 115, 1807, 146]
- ad-heading: LAND FOR SALE.: [796, 657, 918, 674]
- ad-subheading: AUCTIONEERS, ESTATE AGENTS, EXPERT VALUATORS, ETC. WILLIS STREET, WELLINGTON.: [1064, 1003, 1334, 1026]
- advertisement: [1431, 203, 1650, 259]
- ad-body: FOR PRIVATE SALE. SMALL FARM, TARATAHI, HAWKE'S BAY. 360 ACRES, first-class grass land, ALL CLEARED AND ALL PLOUGHABLE; 60 acres under crop, 5-roomed cottage, woolshed, stables, etc. Plenty of water and river frontage. Lease to January, 1912, at £144 per year, with purchase clause at £9 per acre. OWNER WISHES TO SELL NOW. Price, only £4 per acre for improvements and goodwill of lease. Terms arranged. This is the Cheapest Farm offering in the district. It is an ideal place for dairying, mixed farming, or pastoral purposes. Present carrying capacity, 600 sheep. MORRAH'S, WELLINGTON.: [510, 357, 730, 530]
- advertisement: [1668, 212, 1887, 332]
- advertisement: [273, 1201, 492, 1402]
- ad-body: MESSRS. HARCOURT AND CO. have been favoured with instructions from the Registrar of the Supreme Court of New Zealand, Wellington District, acting at the request of the mortgagee, to offer for sale by public auction, at their Rooms, Lambton Quay, all that parcel of land containing 12 perches being part of Section 2 of the Kilbirnie Estate, with the cottage erected thereon. Particulars at the Rooms. Meek and Von Haast, Solicitors, Brandon Street, Wellington.: [36, 1319, 255, 1423]
- ad-subheading: HAWKE'S BAY LAND. GARDEN OF NEW ZEALAND.: [792, 116, 922, 138]
- ad-body: SALE BY ORDER OF THE TRUSTEES IN THE ESTATE OF THE LATE H. S. PEACOCK, ESQ., OF MANUTAHI. W. COWERN is instructed by the Trustees to sell by public auction, at his rooms, Regent Street, Hawera, on SATURDAY, FEBRUARY 13, At 2 p.m. 360 ACRES of Magnificent Land in the Opunake district, Taranaki; subdivided into 4 Lots, comprising 22 acres, 36 acres, 91 acres and 174 acres respectively, more or less. TERMS—10 per cent. cash, 15 per cent. in one month, balance may remain on mortgage for 5 years at 5 per cent. NOTE.—This is one of the rare occasions that come to people in the course of their lives. No one in search of land should neglect the opportunity to inspect the property. Send for plan and particulars. W. COWERN, Auctioneer, Hawera. Also, At the same time and place, on account of Mrs. Peacock, will be sold:— 21 ACRES, adjoining the above, being Sections 18 and 19 of the Manutahi Township. For particulars apply to the auctioneer, W. COWERN.: [273, 116, 493, 382]
